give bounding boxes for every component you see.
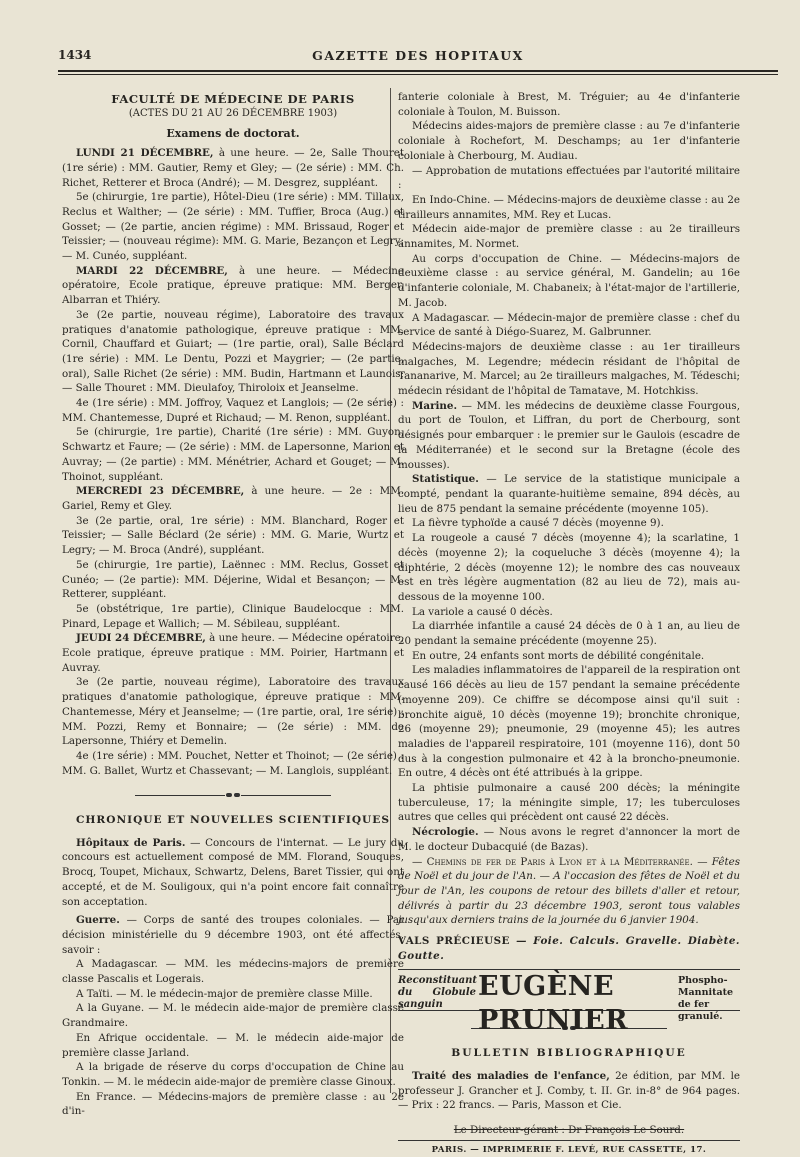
vals-advert — [398, 934, 740, 963]
vals-text: — Foie. Calculs. Gravelle. Diabète. Goutte. — [398, 935, 740, 962]
paragraph: Les maladies inflammatoires de l'appareil de la respiration ont causé 166 décès au lieu de 157 pendant la semaine précédente (moyenne 209). Ce chiffre se décompose ainsi qu'il suit : bronchite aiguë, 10 décès (moyenne 19); bronchite chronique, 26 (moyenne 29); pneumonie, 29 (moyenne 45); les autres maladies de l'appareil respiratoire, 101 (moyenne 116), dont 50 dus à la congestion pulmonaire et 42 à la broncho-pneumonie. En outre, 4 décès ont été attribués à la grippe. — [398, 664, 740, 780]
paragraph-text: — Le service de la statistique municipale a compté, pendant la quarante-huitième semaine, 894 décès, au lieu de 875 pendant la semaine précédente (moyenne 105). — [398, 473, 740, 515]
paragraph: La phtisie pulmonaire a causé 200 décès; la méningite tuberculeuse, 17; la méningite simple, 17; les tuberculoses autres que celles qui précèdent ont causé 22 décès. — [398, 782, 740, 824]
paragraph: Au corps d'occupation de Chine. — Médecins-majors de deuxième classe : au service général, M. Gandelin; au 16e d'infanterie coloniale, M. Chabaneix; à l'état-major de l'artillerie, M. Jacob. — [398, 252, 740, 309]
paragraph — [62, 631, 404, 675]
paragraph: fanterie coloniale à Brest, M. Tréguier; au 4e d'infanterie coloniale à Toulon, M. Buisson. — [398, 91, 740, 118]
item-heading: Marine. — [412, 399, 458, 412]
director-line: Le Directeur-gérant : Dr François Le Sourd. — [453, 1124, 685, 1136]
paragraph-text: à une heure. — Médecine opératoire, Ecole pratique, épreuve pratique : MM. Poirier, Hartmann et Auvray. — [62, 632, 404, 674]
page-header — [58, 46, 778, 66]
paragraph-text: à une heure. — Médecine opératoire, Ecole pratique, épreuve pratique: MM. Berger, Albarran et Thiéry. — [62, 264, 404, 307]
paragraph: Médecin aide-major de première classe : au 2e tirailleurs annamites, M. Normet. — [398, 223, 740, 251]
item-heading: Statistique. — [412, 473, 479, 486]
paragraph — [62, 913, 404, 957]
chronicle-title: CHRONIQUE ET NOUVELLES SCIENTIFIQUES — [75, 814, 391, 827]
paragraph: A la brigade de réserve du corps d'occupation de Chine au Tonkin. — M. le médecin aide-major de première classe Ginoux. — [62, 1061, 404, 1088]
paragraph: En Afrique occidentale. — M. le médecin aide-major de première classe Jarland. — [62, 1031, 404, 1059]
paragraph: 5e (chirurgie, 1re partie), Charité (1re série) : MM. Guyon, Schwartz et Faure; — (2e série) : MM. de Lapersonne, Marion et Auvray; — (2e partie) : MM. Ménétrier, Achard et Gouget; — M. Thoinot, suppléant. — [62, 426, 404, 483]
paragraph: En France. — Médecins-majors de première classe : au 2e d'in- — [62, 1090, 404, 1118]
paragraph: Médecins-majors de deuxième classe : au 1er tirailleurs malgaches, M. Legendre; médecin résidant de l'hôpital de Tananarive, M. Marcel; au 2e tirailleurs malgaches, M. Tédeschi; médecin résidant de l'hôpital de Tamatave, M. Hotchkiss. — [398, 340, 740, 398]
paragraph — [62, 836, 404, 910]
exam-title: Examens de doctorat. — [166, 127, 300, 141]
advert-brand: EUGÈNE PRUNIER — [478, 971, 629, 1037]
paragraph: 5e (obstétrique, 1re partie), Clinique Baudelocque : MM. Pinard, Lepage et Wallich; — M. Sébileau, suppléant. — [62, 602, 404, 630]
item-heading: Traité des maladies de l'enfance, — [412, 1069, 610, 1082]
vals-heading: VALS PRÉCIEUSE — [398, 935, 510, 948]
paragraph-text: à une heure. — 2e : MM. Gariel, Remy et Gley. — [62, 485, 405, 512]
paragraph-text: — Concours de l'internat. — Le jury du concours est actuellement composé de MM. Florand, Souques, Brocq, Toupet, Michaux, Schwartz, Delens, Baret Tissier, qui ont accepté, et de M. Souligoux, qui n'a point encore fait connaître son acceptation. — [62, 836, 404, 908]
printer-line: PARIS. — IMPRIMERIE F. LEVÉ, RUE CASSETTE, 17. — [431, 1144, 707, 1155]
faculty-subtitle: (ACTES DU 21 AU 26 DÉCEMBRE 1903) — [128, 107, 338, 119]
paragraph: A Madagascar. — Médecin-major de première classe : chef du service de santé à Diégo-Suarez, M. Galbrunner. — [398, 311, 740, 339]
paragraph: — Approbation de mutations effectuées par l'autorité militaire : — [398, 164, 740, 192]
day-heading: MERCREDI 23 DÉCEMBRE, — [76, 485, 245, 498]
paragraph-text: 2e édition, par MM. le professeur J. Grancher et J. Comby, t. II. Gr. in-8° de 964 pages. — Prix : 22 francs. — Paris, Masson et Cie. — [398, 1069, 740, 1112]
paragraph: A Madagascar. — MM. les médecins-majors de première classe Pascalis et Logerais. — [62, 958, 404, 986]
paragraph-text: à une heure. — 2e, Salle Thouret (1re série) : MM. Gautier, Remy et Gley; — (2e série) : MM. Ch. Richet, Retterer et Broca (André); — M. Desgrez, suppléant. — [62, 147, 404, 189]
faculty-title: FACULTÉ DE MÉDECINE DE PARIS — [111, 92, 355, 106]
left-column — [62, 90, 404, 1119]
item-heading: Hôpitaux de Paris. — [76, 836, 186, 849]
day-heading: LUNDI 21 DÉCEMBRE, — [76, 147, 214, 160]
paragraph — [62, 264, 404, 308]
paragraph: Médecins aides-majors de première classe : au 7e d'infanterie coloniale à Rochefort, M. Deschamps; au 1er d'infanterie coloniale à Cherbourg, M. Audiau. — [398, 120, 740, 162]
paragraph: La fièvre typhoïde a causé 7 décès (moyenne 9). — [412, 517, 664, 530]
paragraph: 3e (2e partie, nouveau régime), Laboratoire des travaux pratiques d'anatomie pathologique, épreuve pratique : MM. Chantemesse, Méry et Jeanselme; — (1re partie, oral, 1re série) : MM. Pozzi, Remy et Bonnaire; — (2e série) : MM. de Lapersonne, Thiéry et Demelin. — [62, 676, 404, 748]
paragraph — [62, 484, 404, 513]
paragraph: 5e (chirurgie, 1re partie), Hôtel-Dieu (1re série) : MM. Tillaux, Reclus et Walther; — (2e série) : MM. Tuffier, Broca (Aug.) et Gosset; — (2e partie, ancien régime) : MM. Brissaud, Roger et Teissier; — (nouveau régime): MM. G. Marie, Bezançon et Legry; — M. Cunéo, suppléant. — [62, 191, 404, 263]
paragraph-text: — Nous avons le regret d'annoncer la mort de M. le docteur Dubacquié (de Bazas). — [398, 826, 740, 853]
header-rule-thin — [58, 74, 778, 75]
ornament-separator — [62, 788, 404, 803]
day-heading: MARDI 22 DÉCEMBRE, — [76, 264, 228, 277]
paragraph — [398, 825, 740, 854]
paragraph: En outre, 24 enfants sont morts de débilité congénitale. — [412, 649, 705, 662]
bulletin-title: BULLETIN BIBLIOGRAPHIQUE — [451, 1047, 687, 1060]
item-heading: Guerre. — [76, 914, 120, 927]
paragraph: En Indo-Chine. — Médecins-majors de deuxième classe : au 2e tirailleurs annamites, MM. Rey et Lucas. — [398, 193, 740, 221]
paragraph: 4e (1re série) : MM. Pouchet, Netter et Thoinot; — (2e série) : MM. G. Ballet, Wurtz et Chassevant; — M. Langlois, suppléant. — [62, 749, 404, 777]
footer-rule — [398, 1140, 740, 1141]
paragraph: La rougeole a causé 7 décès (moyenne 4); la scarlatine, 1 décès (moyenne 2); la coqueluche 3 décès (moyenne 4); la diphtérie, 2 décès (moyenne 12); le nombre des cas nouveaux est en très légère augmentation (82 au lieu de 72), mais au-dessous de la moyenne 100. — [398, 532, 740, 603]
paragraph — [398, 1069, 740, 1113]
paragraph: 3e (2e partie, nouveau régime), Laboratoire des travaux pratiques d'anatomie pathologique, épreuve pratique : MM. Cornil, Chauffard et Guiart; — (1re partie, oral), Salle Béclard (1re série) : MM. Le Dentu, Pozzi et Maygrier; — (2e partie, oral), Salle Richet (2e série) : MM. Budin, Hartmann et Launois; — Salle Thouret : MM. Dieulafoy, Thiroloix et Jeanselme. — [62, 308, 404, 395]
paragraph-text: — Fêtes de Noël et du jour de l'An. — A l'occasion des fêtes de Noël et du jour de l'An, les coupons de retour des billets d'aller et retour, délivrés à partir du 23 décembre 1903, seront tous valables jusqu'aux derniers trains de la journée du 6 janvier 1904. — [398, 855, 740, 927]
paragraph — [398, 399, 740, 473]
paragraph-text: — MM. les médecins de deuxième classe Fourgous, du port de Toulon, et Liffran, du port de Cherbourg, sont désignés pour embarquer : le premier sur le Gaulois (escadre de la Méditerranée) et le second sur la Bretagne (école des mousses). — [398, 399, 740, 471]
paragraph: La diarrhée infantile a causé 24 décès de 0 à 1 an, au lieu de 20 pendant la semaine précédente (moyenne 25). — [398, 620, 740, 648]
advert-left-text: Reconstituant du Globule sanguin — [398, 975, 478, 1011]
paragraph — [398, 855, 740, 929]
paragraph — [62, 146, 404, 190]
paragraph-text: — Corps de santé des troupes coloniales. — Par décision ministérielle du 9 décembre 1903, ont été affectés, savoir : — [62, 914, 404, 956]
item-heading: Nécrologie. — [412, 826, 479, 839]
item-heading: — Chemins de fer de Paris à Lyon et à la Méditerranée. — [412, 855, 693, 868]
paragraph: La variole a causé 0 décès. — [412, 605, 553, 618]
paragraph — [398, 472, 740, 516]
prunier-advert — [398, 969, 740, 1037]
paragraph: A Taïti. — M. le médecin-major de première classe Mille. — [76, 987, 373, 1000]
page-number: 1434 — [58, 48, 92, 62]
advert-right-text: Phospho-Mannitate de fer granulé. — [678, 975, 734, 1023]
header-rule — [58, 70, 778, 72]
paragraph: A la Guyane. — M. le médecin aide-major de première classe Grandmaire. — [62, 1002, 404, 1030]
paragraph: 5e (chirurgie, 1re partie), Laënnec : MM. Reclus, Gosset et Cunéo; — (2e partie): MM. Déjerine, Widal et Besançon; — M. Retterer, suppléant. — [62, 558, 404, 601]
right-column — [398, 90, 740, 1157]
day-heading: JEUDI 24 DÉCEMBRE, — [76, 632, 206, 645]
paragraph: 3e (2e partie, oral, 1re série) : MM. Blanchard, Roger et Teissier; — Salle Béclard (2e série) : MM. G. Marie, Wurtz et Legry; — M. Broca (André), suppléant. — [62, 514, 404, 557]
journal-title: GAZETTE DES HOPITAUX — [312, 48, 524, 63]
paragraph: 4e (1re série) : MM. Joffroy, Vaquez et Langlois; — (2e série) : MM. Chantemesse, Dupré et Richaud; — M. Renon, suppléant. — [62, 397, 404, 424]
